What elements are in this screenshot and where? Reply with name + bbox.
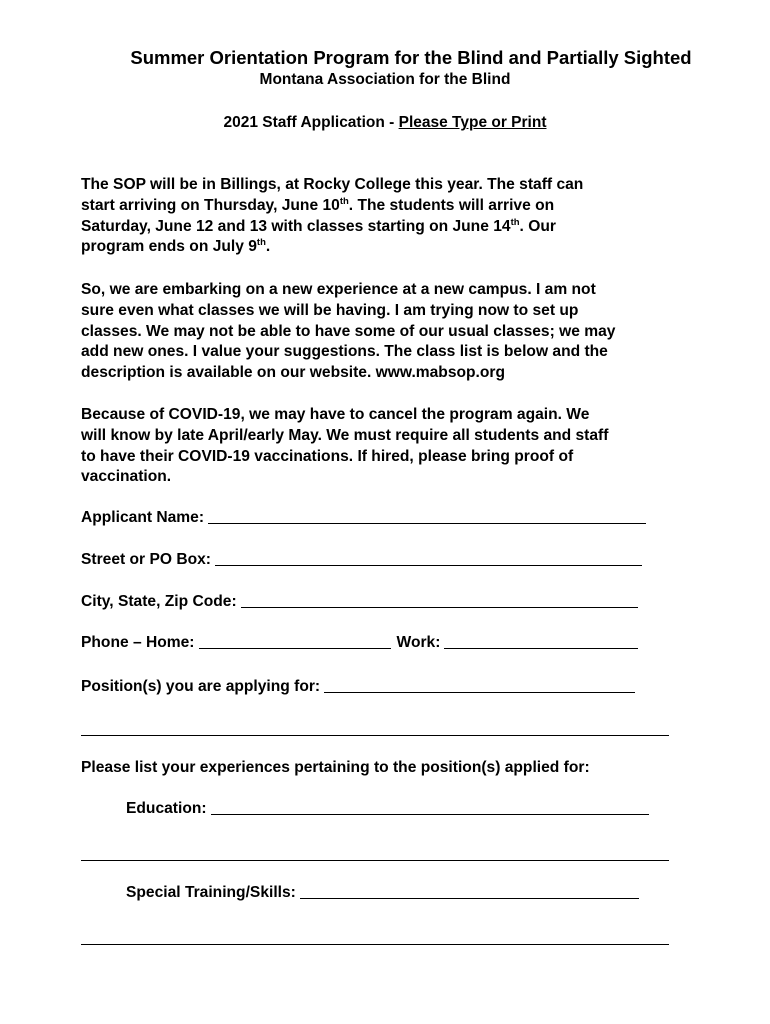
city-state-zip-label: City, State, Zip Code: (81, 593, 237, 610)
covid-line: vaccination. (81, 468, 172, 486)
application-title (0, 114, 770, 132)
education-line[interactable] (211, 813, 649, 815)
applicant-name-label: Applicant Name: (81, 509, 205, 526)
education-field[interactable] (126, 800, 649, 818)
intro-paragraph (81, 175, 701, 258)
phone-work-line[interactable] (444, 647, 638, 649)
intro-line: start arriving on Thursday, June 10th. The students will arrive on (81, 195, 555, 214)
phone-home-label: Phone – Home: (81, 634, 195, 651)
campus-line: add new ones. I value your suggestions. The class list is below and the (81, 343, 608, 361)
application-instruction: Please Type or Print (398, 114, 547, 131)
campus-line: classes. We may not be able to have some of our usual classes; we may (81, 322, 616, 340)
experience-prompt-label: Please list your experiences pertaining to the position(s) applied for: (81, 759, 590, 776)
intro-line: The SOP will be in Billings, at Rocky College this year. The staff can (81, 176, 584, 193)
positions-field[interactable] (81, 678, 635, 696)
street-line[interactable] (215, 564, 642, 566)
organization-subtitle: Montana Association for the Blind (259, 71, 511, 88)
education-label: Education: (126, 800, 207, 817)
positions-line[interactable] (324, 691, 635, 693)
campus-line: description is available on our website. www.mabsop.org (81, 364, 506, 382)
positions-label: Position(s) you are applying for: (81, 678, 321, 695)
street-label: Street or PO Box: (81, 551, 211, 568)
special-training-field[interactable] (126, 884, 639, 902)
campus-paragraph (81, 280, 701, 384)
intro-line: Saturday, June 12 and 13 with classes starting on June 14th. Our (81, 216, 556, 235)
applicant-name-field[interactable] (81, 509, 646, 527)
campus-line: sure even what classes we will be having. I am trying now to set up (81, 301, 579, 319)
city-state-zip-line[interactable] (241, 606, 638, 608)
covid-line: Because of COVID-19, we may have to cancel the program again. We (81, 406, 590, 423)
positions-continuation-line[interactable] (81, 734, 669, 736)
special-training-label: Special Training/Skills: (126, 884, 296, 901)
phone-work-label: Work: (396, 634, 441, 651)
covid-line: to have their COVID-19 vaccinations. If hired, please bring proof of (81, 447, 574, 465)
campus-line: So, we are embarking on a new experience at a new campus. I am not (81, 281, 596, 298)
covid-paragraph (81, 405, 701, 488)
special-training-line[interactable] (300, 897, 639, 899)
city-state-zip-field[interactable] (81, 593, 638, 611)
page-title: Summer Orientation Program for the Blind and Partially Sighted (130, 47, 692, 68)
phone-field[interactable] (81, 634, 638, 652)
phone-home-line[interactable] (199, 647, 391, 649)
experience-prompt (81, 759, 590, 777)
applicant-name-line[interactable] (208, 522, 646, 524)
special-training-continuation-line[interactable] (81, 943, 669, 945)
intro-line: program ends on July 9th. (81, 237, 271, 256)
education-continuation-line[interactable] (81, 859, 669, 861)
street-field[interactable] (81, 551, 642, 569)
application-prefix: 2021 Staff Application - (223, 114, 399, 131)
covid-line: will know by late April/early May. We must require all students and staff (81, 426, 609, 444)
